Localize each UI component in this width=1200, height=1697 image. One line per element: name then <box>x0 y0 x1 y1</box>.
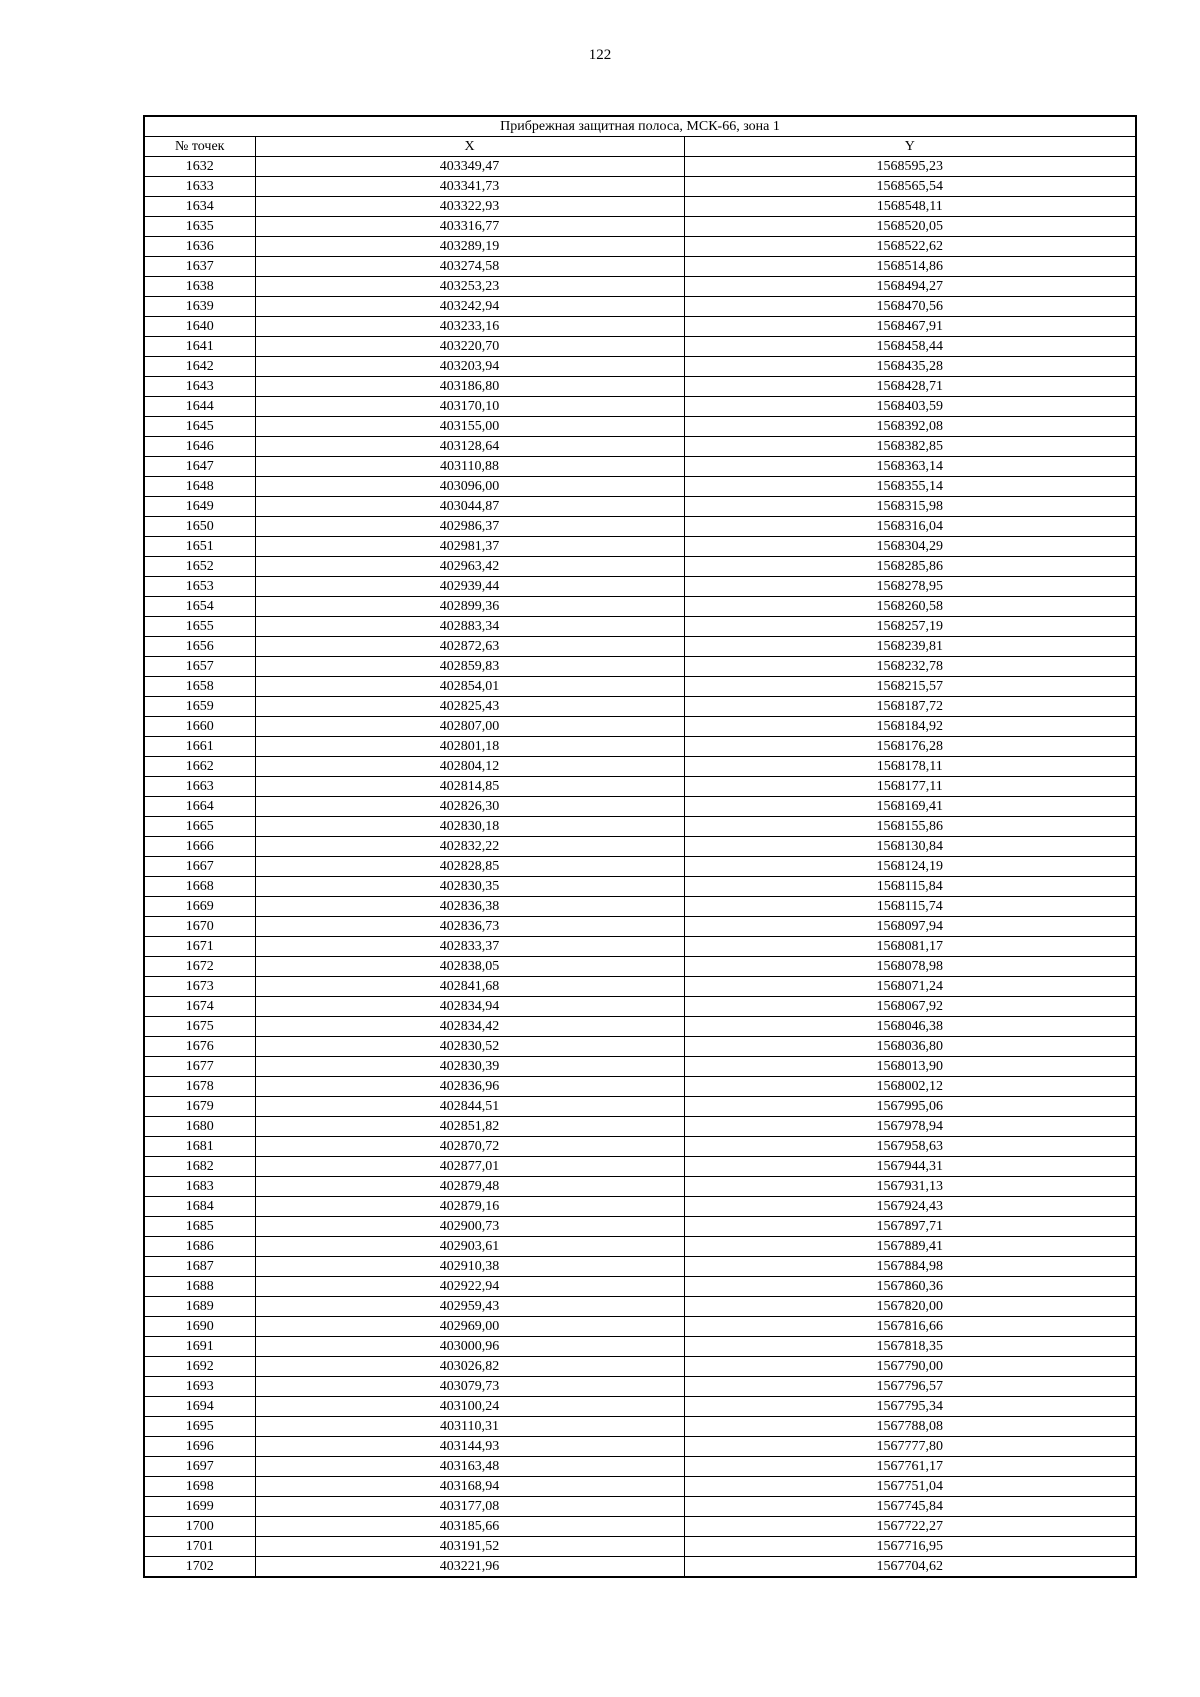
point-number-cell: 1693 <box>144 1377 255 1397</box>
y-coordinate-cell: 1568013,90 <box>684 1057 1136 1077</box>
x-coordinate-cell: 403100,24 <box>255 1397 684 1417</box>
y-coordinate-cell: 1567788,08 <box>684 1417 1136 1437</box>
table-row <box>144 1437 1136 1457</box>
y-coordinate-cell: 1568155,86 <box>684 817 1136 837</box>
table-row <box>144 1077 1136 1097</box>
y-coordinate-cell: 1568257,19 <box>684 617 1136 637</box>
table-row <box>144 1457 1136 1477</box>
x-coordinate-cell: 402879,16 <box>255 1197 684 1217</box>
table-row <box>144 597 1136 617</box>
table-row <box>144 877 1136 897</box>
y-coordinate-cell: 1568520,05 <box>684 217 1136 237</box>
x-coordinate-cell: 402814,85 <box>255 777 684 797</box>
x-coordinate-cell: 402836,38 <box>255 897 684 917</box>
y-coordinate-cell: 1568548,11 <box>684 197 1136 217</box>
x-coordinate-cell: 403233,16 <box>255 317 684 337</box>
x-coordinate-cell: 402836,73 <box>255 917 684 937</box>
table-row <box>144 157 1136 177</box>
x-coordinate-cell: 403274,58 <box>255 257 684 277</box>
table-row <box>144 817 1136 837</box>
y-coordinate-cell: 1567889,41 <box>684 1237 1136 1257</box>
table-row <box>144 337 1136 357</box>
y-coordinate-cell: 1567745,84 <box>684 1497 1136 1517</box>
x-coordinate-cell: 403316,77 <box>255 217 684 237</box>
table-row <box>144 1217 1136 1237</box>
point-number-cell: 1698 <box>144 1477 255 1497</box>
x-coordinate-cell: 402804,12 <box>255 757 684 777</box>
point-number-cell: 1681 <box>144 1137 255 1157</box>
point-number-cell: 1664 <box>144 797 255 817</box>
point-number-cell: 1658 <box>144 677 255 697</box>
y-coordinate-cell: 1568036,80 <box>684 1037 1136 1057</box>
table-row <box>144 297 1136 317</box>
x-coordinate-cell: 403110,31 <box>255 1417 684 1437</box>
y-coordinate-cell: 1568470,56 <box>684 297 1136 317</box>
point-number-cell: 1674 <box>144 997 255 1017</box>
y-coordinate-cell: 1568494,27 <box>684 277 1136 297</box>
table-row <box>144 1337 1136 1357</box>
y-coordinate-cell: 1567884,98 <box>684 1257 1136 1277</box>
y-coordinate-cell: 1568115,74 <box>684 897 1136 917</box>
point-number-cell: 1662 <box>144 757 255 777</box>
y-coordinate-cell: 1568458,44 <box>684 337 1136 357</box>
y-coordinate-cell: 1568355,14 <box>684 477 1136 497</box>
table-row <box>144 997 1136 1017</box>
x-coordinate-cell: 402922,94 <box>255 1277 684 1297</box>
table-row <box>144 917 1136 937</box>
point-number-cell: 1650 <box>144 517 255 537</box>
y-coordinate-cell: 1568067,92 <box>684 997 1136 1017</box>
table-row <box>144 657 1136 677</box>
y-coordinate-cell: 1568565,54 <box>684 177 1136 197</box>
y-coordinate-cell: 1568130,84 <box>684 837 1136 857</box>
y-coordinate-cell: 1568363,14 <box>684 457 1136 477</box>
point-number-cell: 1699 <box>144 1497 255 1517</box>
table-row <box>144 1377 1136 1397</box>
y-coordinate-cell: 1568184,92 <box>684 717 1136 737</box>
table-row <box>144 317 1136 337</box>
x-coordinate-cell: 402969,00 <box>255 1317 684 1337</box>
y-coordinate-cell: 1567820,00 <box>684 1297 1136 1317</box>
point-number-cell: 1697 <box>144 1457 255 1477</box>
point-number-cell: 1691 <box>144 1337 255 1357</box>
y-coordinate-cell: 1568403,59 <box>684 397 1136 417</box>
x-coordinate-cell: 403203,94 <box>255 357 684 377</box>
x-coordinate-cell: 402834,42 <box>255 1017 684 1037</box>
point-number-cell: 1692 <box>144 1357 255 1377</box>
table-row <box>144 497 1136 517</box>
table-row <box>144 1517 1136 1537</box>
table-row <box>144 417 1136 437</box>
y-coordinate-cell: 1567704,62 <box>684 1557 1136 1578</box>
table-row <box>144 1557 1136 1578</box>
x-coordinate-cell: 402851,82 <box>255 1117 684 1137</box>
point-number-cell: 1684 <box>144 1197 255 1217</box>
column-header-y: Y <box>684 137 1136 157</box>
x-coordinate-cell: 402877,01 <box>255 1157 684 1177</box>
y-coordinate-cell: 1567722,27 <box>684 1517 1136 1537</box>
y-coordinate-cell: 1568285,86 <box>684 557 1136 577</box>
point-number-cell: 1702 <box>144 1557 255 1578</box>
table-row <box>144 1537 1136 1557</box>
column-header-point-number: № точек <box>144 137 255 157</box>
x-coordinate-cell: 402870,72 <box>255 1137 684 1157</box>
table-row <box>144 1257 1136 1277</box>
y-coordinate-cell: 1567795,34 <box>684 1397 1136 1417</box>
point-number-cell: 1654 <box>144 597 255 617</box>
x-coordinate-cell: 402828,85 <box>255 857 684 877</box>
y-coordinate-cell: 1568081,17 <box>684 937 1136 957</box>
table-row <box>144 1317 1136 1337</box>
point-number-cell: 1676 <box>144 1037 255 1057</box>
table-row <box>144 937 1136 957</box>
table-row <box>144 1277 1136 1297</box>
point-number-cell: 1642 <box>144 357 255 377</box>
y-coordinate-cell: 1567978,94 <box>684 1117 1136 1137</box>
table-row <box>144 257 1136 277</box>
point-number-cell: 1670 <box>144 917 255 937</box>
y-coordinate-cell: 1567860,36 <box>684 1277 1136 1297</box>
table-row <box>144 677 1136 697</box>
point-number-cell: 1653 <box>144 577 255 597</box>
y-coordinate-cell: 1568232,78 <box>684 657 1136 677</box>
table-row <box>144 517 1136 537</box>
y-coordinate-cell: 1568595,23 <box>684 157 1136 177</box>
table-row <box>144 1497 1136 1517</box>
y-coordinate-cell: 1567716,95 <box>684 1537 1136 1557</box>
table-row <box>144 837 1136 857</box>
point-number-cell: 1644 <box>144 397 255 417</box>
point-number-cell: 1677 <box>144 1057 255 1077</box>
y-coordinate-cell: 1567818,35 <box>684 1337 1136 1357</box>
point-number-cell: 1637 <box>144 257 255 277</box>
y-coordinate-cell: 1568260,58 <box>684 597 1136 617</box>
point-number-cell: 1689 <box>144 1297 255 1317</box>
x-coordinate-cell: 403144,93 <box>255 1437 684 1457</box>
point-number-cell: 1665 <box>144 817 255 837</box>
table-row <box>144 477 1136 497</box>
x-coordinate-cell: 403170,10 <box>255 397 684 417</box>
x-coordinate-cell: 402830,52 <box>255 1037 684 1057</box>
x-coordinate-cell: 402825,43 <box>255 697 684 717</box>
point-number-cell: 1651 <box>144 537 255 557</box>
table-row <box>144 777 1136 797</box>
x-coordinate-cell: 403186,80 <box>255 377 684 397</box>
x-coordinate-cell: 402801,18 <box>255 737 684 757</box>
table-title: Прибрежная защитная полоса, МСК-66, зона 1 <box>144 116 1136 137</box>
point-number-cell: 1634 <box>144 197 255 217</box>
y-coordinate-cell: 1567761,17 <box>684 1457 1136 1477</box>
x-coordinate-cell: 403322,93 <box>255 197 684 217</box>
y-coordinate-cell: 1567751,04 <box>684 1477 1136 1497</box>
x-coordinate-cell: 403096,00 <box>255 477 684 497</box>
point-number-cell: 1645 <box>144 417 255 437</box>
x-coordinate-cell: 403253,23 <box>255 277 684 297</box>
y-coordinate-cell: 1568435,28 <box>684 357 1136 377</box>
point-number-cell: 1640 <box>144 317 255 337</box>
y-coordinate-cell: 1567931,13 <box>684 1177 1136 1197</box>
table-row <box>144 1397 1136 1417</box>
y-coordinate-cell: 1567958,63 <box>684 1137 1136 1157</box>
y-coordinate-cell: 1568304,29 <box>684 537 1136 557</box>
point-number-cell: 1659 <box>144 697 255 717</box>
x-coordinate-cell: 402872,63 <box>255 637 684 657</box>
x-coordinate-cell: 402986,37 <box>255 517 684 537</box>
point-number-cell: 1700 <box>144 1517 255 1537</box>
x-coordinate-cell: 402879,48 <box>255 1177 684 1197</box>
x-coordinate-cell: 403079,73 <box>255 1377 684 1397</box>
table-row <box>144 1177 1136 1197</box>
y-coordinate-cell: 1568382,85 <box>684 437 1136 457</box>
x-coordinate-cell: 403341,73 <box>255 177 684 197</box>
point-number-cell: 1632 <box>144 157 255 177</box>
point-number-cell: 1695 <box>144 1417 255 1437</box>
y-coordinate-cell: 1568169,41 <box>684 797 1136 817</box>
table-row <box>144 797 1136 817</box>
point-number-cell: 1686 <box>144 1237 255 1257</box>
table-row <box>144 217 1136 237</box>
x-coordinate-cell: 402838,05 <box>255 957 684 977</box>
point-number-cell: 1635 <box>144 217 255 237</box>
x-coordinate-cell: 403044,87 <box>255 497 684 517</box>
table-row <box>144 1137 1136 1157</box>
x-coordinate-cell: 402841,68 <box>255 977 684 997</box>
y-coordinate-cell: 1568467,91 <box>684 317 1136 337</box>
table-row <box>144 857 1136 877</box>
x-coordinate-cell: 402939,44 <box>255 577 684 597</box>
point-number-cell: 1657 <box>144 657 255 677</box>
point-number-cell: 1656 <box>144 637 255 657</box>
x-coordinate-cell: 403349,47 <box>255 157 684 177</box>
table-row <box>144 1357 1136 1377</box>
table-row <box>144 717 1136 737</box>
y-coordinate-cell: 1568097,94 <box>684 917 1136 937</box>
x-coordinate-cell: 402981,37 <box>255 537 684 557</box>
table-title-row <box>144 116 1136 137</box>
coordinates-table <box>143 115 1137 1578</box>
x-coordinate-cell: 402859,83 <box>255 657 684 677</box>
y-coordinate-cell: 1568002,12 <box>684 1077 1136 1097</box>
point-number-cell: 1696 <box>144 1437 255 1457</box>
y-coordinate-cell: 1567777,80 <box>684 1437 1136 1457</box>
y-coordinate-cell: 1568278,95 <box>684 577 1136 597</box>
x-coordinate-cell: 403221,96 <box>255 1557 684 1578</box>
y-coordinate-cell: 1567897,71 <box>684 1217 1136 1237</box>
table-row <box>144 1417 1136 1437</box>
table-row <box>144 1197 1136 1217</box>
x-coordinate-cell: 403000,96 <box>255 1337 684 1357</box>
y-coordinate-cell: 1568315,98 <box>684 497 1136 517</box>
x-coordinate-cell: 402807,00 <box>255 717 684 737</box>
x-coordinate-cell: 403155,00 <box>255 417 684 437</box>
point-number-cell: 1685 <box>144 1217 255 1237</box>
table-row <box>144 557 1136 577</box>
y-coordinate-cell: 1568124,19 <box>684 857 1136 877</box>
table-row <box>144 1477 1136 1497</box>
point-number-cell: 1694 <box>144 1397 255 1417</box>
point-number-cell: 1638 <box>144 277 255 297</box>
point-number-cell: 1643 <box>144 377 255 397</box>
x-coordinate-cell: 403185,66 <box>255 1517 684 1537</box>
x-coordinate-cell: 402830,39 <box>255 1057 684 1077</box>
page-number: 122 <box>588 47 612 63</box>
point-number-cell: 1678 <box>144 1077 255 1097</box>
y-coordinate-cell: 1568428,71 <box>684 377 1136 397</box>
point-number-cell: 1668 <box>144 877 255 897</box>
table-row <box>144 637 1136 657</box>
point-number-cell: 1646 <box>144 437 255 457</box>
table-row <box>144 1097 1136 1117</box>
table-row <box>144 617 1136 637</box>
table-row <box>144 977 1136 997</box>
y-coordinate-cell: 1568215,57 <box>684 677 1136 697</box>
x-coordinate-cell: 402844,51 <box>255 1097 684 1117</box>
point-number-cell: 1655 <box>144 617 255 637</box>
x-coordinate-cell: 402899,36 <box>255 597 684 617</box>
table-row <box>144 697 1136 717</box>
table-row <box>144 457 1136 477</box>
table-head <box>144 116 1136 157</box>
x-coordinate-cell: 403128,64 <box>255 437 684 457</box>
point-number-cell: 1682 <box>144 1157 255 1177</box>
y-coordinate-cell: 1568115,84 <box>684 877 1136 897</box>
table-row <box>144 437 1136 457</box>
x-coordinate-cell: 403168,94 <box>255 1477 684 1497</box>
x-coordinate-cell: 402854,01 <box>255 677 684 697</box>
x-coordinate-cell: 402963,42 <box>255 557 684 577</box>
table-row <box>144 1297 1136 1317</box>
point-number-cell: 1671 <box>144 937 255 957</box>
table-row <box>144 1037 1136 1057</box>
point-number-cell: 1648 <box>144 477 255 497</box>
table-row <box>144 1017 1136 1037</box>
table-row <box>144 197 1136 217</box>
y-coordinate-cell: 1568392,08 <box>684 417 1136 437</box>
y-coordinate-cell: 1568187,72 <box>684 697 1136 717</box>
table-row <box>144 1117 1136 1137</box>
point-number-cell: 1666 <box>144 837 255 857</box>
y-coordinate-cell: 1568514,86 <box>684 257 1136 277</box>
table-row <box>144 277 1136 297</box>
x-coordinate-cell: 403177,08 <box>255 1497 684 1517</box>
x-coordinate-cell: 402826,30 <box>255 797 684 817</box>
table-row <box>144 957 1136 977</box>
table-row <box>144 377 1136 397</box>
table-row <box>144 1057 1136 1077</box>
x-coordinate-cell: 402830,18 <box>255 817 684 837</box>
table-row <box>144 757 1136 777</box>
point-number-cell: 1636 <box>144 237 255 257</box>
x-coordinate-cell: 402883,34 <box>255 617 684 637</box>
column-header-x: X <box>255 137 684 157</box>
x-coordinate-cell: 402900,73 <box>255 1217 684 1237</box>
point-number-cell: 1647 <box>144 457 255 477</box>
y-coordinate-cell: 1568176,28 <box>684 737 1136 757</box>
x-coordinate-cell: 402834,94 <box>255 997 684 1017</box>
y-coordinate-cell: 1567944,31 <box>684 1157 1136 1177</box>
point-number-cell: 1672 <box>144 957 255 977</box>
y-coordinate-cell: 1568178,11 <box>684 757 1136 777</box>
y-coordinate-cell: 1568078,98 <box>684 957 1136 977</box>
x-coordinate-cell: 402910,38 <box>255 1257 684 1277</box>
table-row <box>144 737 1136 757</box>
table-row <box>144 177 1136 197</box>
point-number-cell: 1673 <box>144 977 255 997</box>
point-number-cell: 1641 <box>144 337 255 357</box>
point-number-cell: 1675 <box>144 1017 255 1037</box>
y-coordinate-cell: 1567790,00 <box>684 1357 1136 1377</box>
x-coordinate-cell: 403220,70 <box>255 337 684 357</box>
table-row <box>144 1157 1136 1177</box>
point-number-cell: 1701 <box>144 1537 255 1557</box>
y-coordinate-cell: 1567816,66 <box>684 1317 1136 1337</box>
x-coordinate-cell: 403110,88 <box>255 457 684 477</box>
x-coordinate-cell: 403026,82 <box>255 1357 684 1377</box>
point-number-cell: 1661 <box>144 737 255 757</box>
x-coordinate-cell: 403163,48 <box>255 1457 684 1477</box>
point-number-cell: 1652 <box>144 557 255 577</box>
table-row <box>144 397 1136 417</box>
x-coordinate-cell: 402832,22 <box>255 837 684 857</box>
y-coordinate-cell: 1568177,11 <box>684 777 1136 797</box>
x-coordinate-cell: 402830,35 <box>255 877 684 897</box>
x-coordinate-cell: 403289,19 <box>255 237 684 257</box>
table-row <box>144 357 1136 377</box>
table-header-row <box>144 137 1136 157</box>
point-number-cell: 1660 <box>144 717 255 737</box>
point-number-cell: 1687 <box>144 1257 255 1277</box>
y-coordinate-cell: 1567924,43 <box>684 1197 1136 1217</box>
y-coordinate-cell: 1568046,38 <box>684 1017 1136 1037</box>
point-number-cell: 1649 <box>144 497 255 517</box>
point-number-cell: 1669 <box>144 897 255 917</box>
point-number-cell: 1683 <box>144 1177 255 1197</box>
x-coordinate-cell: 403191,52 <box>255 1537 684 1557</box>
y-coordinate-cell: 1567796,57 <box>684 1377 1136 1397</box>
y-coordinate-cell: 1567995,06 <box>684 1097 1136 1117</box>
x-coordinate-cell: 402836,96 <box>255 1077 684 1097</box>
table-body <box>144 157 1136 1578</box>
point-number-cell: 1639 <box>144 297 255 317</box>
point-number-cell: 1633 <box>144 177 255 197</box>
point-number-cell: 1680 <box>144 1117 255 1137</box>
point-number-cell: 1690 <box>144 1317 255 1337</box>
table-row <box>144 537 1136 557</box>
table-row <box>144 1237 1136 1257</box>
y-coordinate-cell: 1568522,62 <box>684 237 1136 257</box>
x-coordinate-cell: 402833,37 <box>255 937 684 957</box>
y-coordinate-cell: 1568316,04 <box>684 517 1136 537</box>
x-coordinate-cell: 403242,94 <box>255 297 684 317</box>
point-number-cell: 1679 <box>144 1097 255 1117</box>
y-coordinate-cell: 1568239,81 <box>684 637 1136 657</box>
point-number-cell: 1663 <box>144 777 255 797</box>
x-coordinate-cell: 402959,43 <box>255 1297 684 1317</box>
table-row <box>144 577 1136 597</box>
point-number-cell: 1667 <box>144 857 255 877</box>
table-row <box>144 237 1136 257</box>
x-coordinate-cell: 402903,61 <box>255 1237 684 1257</box>
table-row <box>144 897 1136 917</box>
y-coordinate-cell: 1568071,24 <box>684 977 1136 997</box>
point-number-cell: 1688 <box>144 1277 255 1297</box>
